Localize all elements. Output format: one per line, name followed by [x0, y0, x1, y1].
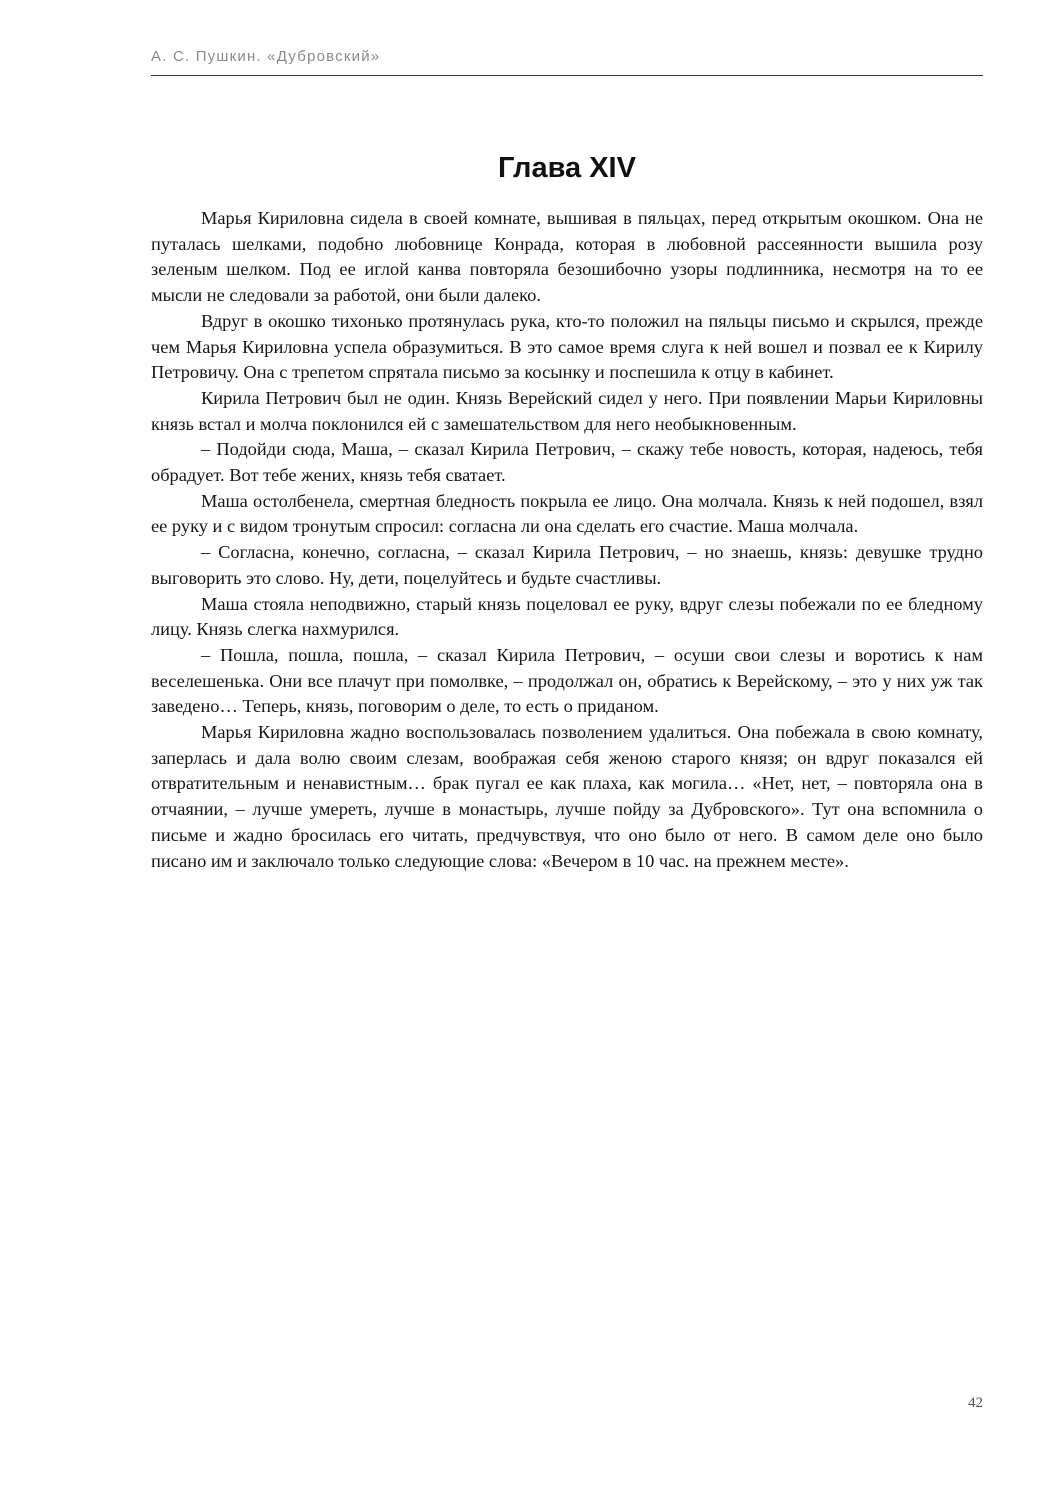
paragraph: – Подойди сюда, Маша, – сказал Кирила Петрович, – скажу тебе новость, которая, надеюсь, тебя обрадует. Вот тебе жених, князь тебя сватает. [151, 439, 983, 486]
paragraph: Маша остолбенела, смертная бледность покрыла ее лицо. Она молчала. Князь к ней подошел, взял ее руку и с видом тронутым спросил: согласна ли она сделать его счастие. Маша молчала. [151, 490, 983, 537]
paragraph: Марья Кириловна сидела в своей комнате, вышивая в пяльцах, перед открытым окошком. Она не путалась шелками, подобно любовнице Конрада, которая в любовной рассеянности вышила розу зеленым шелком. Под ее иглой канва повторяла безошибочно узоры подлинника, несмотря на то ее мысли не следовали за работой, они были далеко. [151, 208, 983, 306]
paragraph: Вдруг в окошко тихонько протянулась рука, кто-то положил на пяльцы письмо и скрылся, прежде чем Марья Кириловна успела образумиться. В это самое время слуга к ней вошел и позвал ее к Кирилу Петровичу. Она с трепетом спрятала письмо за косынку и поспешила к отцу в кабинет. [151, 310, 983, 383]
paragraph: – Согласна, конечно, согласна, – сказал Кирила Петрович, – но знаешь, князь: девушке трудно выговорить это слово. Ну, дети, поцелуйтесь и будьте счастливы. [151, 542, 983, 588]
running-header: А. С. Пушкин. «Дубровский» [151, 48, 381, 65]
header-rule [151, 75, 983, 76]
chapter-body [151, 206, 983, 874]
chapter-title: Глава XIV [498, 152, 636, 184]
paragraph: – Пошла, пошла, пошла, – сказал Кирила Петрович, – осуши свои слезы и воротись к нам веселешенька. Они все плачут при помолвке, – продолжал он, обратись к Верейскому, – это у них уж так заведено… Теперь, князь, поговорим о деле, то есть о приданом. [151, 644, 983, 717]
paragraph: Кирила Петрович был не один. Князь Верейский сидел у него. При появлении Марьи Кириловны князь встал и молча поклонился ей с замешательством для него необыкновенным. [151, 387, 983, 434]
paragraph: Маша стояла неподвижно, старый князь поцеловал ее руку, вдруг слезы побежали по ее бледному лицу. Князь слегка нахмурился. [151, 593, 983, 640]
paragraph: Марья Кириловна жадно воспользовалась позволением удалиться. Она побежала в свою комнату, заперлась и дала волю своим слезам, воображая себя женою старого князя; он вдруг показался ей отвратительным и ненавистным… брак пугал ее как плаха, как могила… «Нет, нет, – повторяла она в отчаянии, – лучше умереть, лучше в монастырь, лучше пойду за Дубровского». Тут она вспомнила о письме и жадно бросилась его читать, предчувствуя, что оно было от него. В самом деле оно было писано им и заключало только следующие слова: «Вечером в 10 час. на прежнем месте». [151, 722, 983, 871]
page-number: 42 [968, 1395, 983, 1411]
